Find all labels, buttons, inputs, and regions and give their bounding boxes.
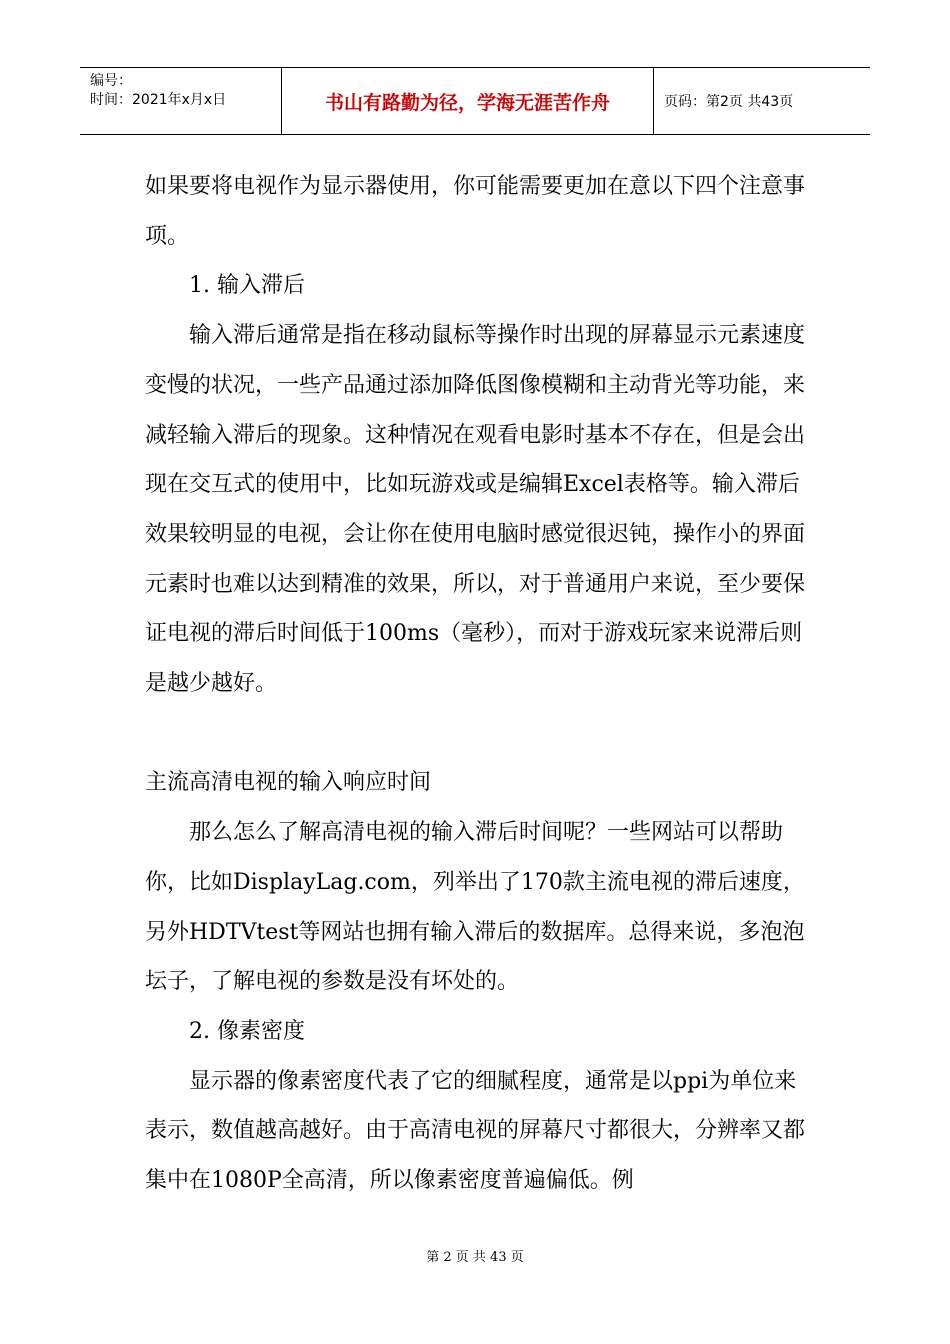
header-motto: 书山有路勤为径，学海无涯苦作舟 xyxy=(282,68,654,134)
paragraph-intro: 如果要将电视作为显示器使用，你可能需要更加在意以下四个注意事项。 xyxy=(145,174,806,249)
paragraph-pixel-density: 显示器的像素密度代表了它的细腻程度，通常是以ppi为单位来表示，数值越高越好。由于高清电视的屏幕尺寸都很大，分辨率又都集中在1080P全高清，所以像素密度普遍偏低。例 xyxy=(145,1068,806,1194)
paragraph-response-time: 那么怎么了解高清电视的输入滞后时间呢？一些网站可以帮助你，比如DisplayLag.com，列举出了170款主流电视的滞后速度，另外HDTVtest等网站也拥有输入滞后的数据库。总得来说，多泡泡坛子，了解电视的参数是没有坏处的。 xyxy=(145,820,805,995)
header-meta-cell xyxy=(80,68,282,134)
document-header xyxy=(80,67,870,135)
blank-line xyxy=(145,709,815,759)
section-heading-input-lag: 1. 输入滞后 xyxy=(189,273,305,299)
page-footer: 第 2 页 共 43 页 xyxy=(426,1250,524,1265)
document-number-label: 编号： xyxy=(90,73,132,89)
header-page-info: 页码：第2页 共43页 xyxy=(664,94,794,110)
section-heading-pixel-density: 2. 像素密度 xyxy=(189,1018,305,1044)
subheading-response-time: 主流高清电视的输入响应时间 xyxy=(145,770,432,796)
document-date: 时间：2021年x月x日 xyxy=(90,92,227,108)
paragraph-input-lag: 输入滞后通常是指在移动鼠标等操作时出现的屏幕显示元素速度变慢的状况，一些产品通过添加降低图像模糊和主动背光等功能，来减轻输入滞后的现象。这种情况在观看电影时基本不存在，但是会出现在交互式的使用中，比如玩游戏或是编辑Excel表格等。输入滞后效果较明显的电视，会让你在使用电脑时感觉很迟钝，操作小的界面元素时也难以达到精准的效果，所以，对于普通用户来说，至少要保证电视的滞后时间低于100ms（毫秒），而对于游戏玩家来说滞后则是越少越好。 xyxy=(145,323,806,697)
document-body xyxy=(145,162,815,1206)
